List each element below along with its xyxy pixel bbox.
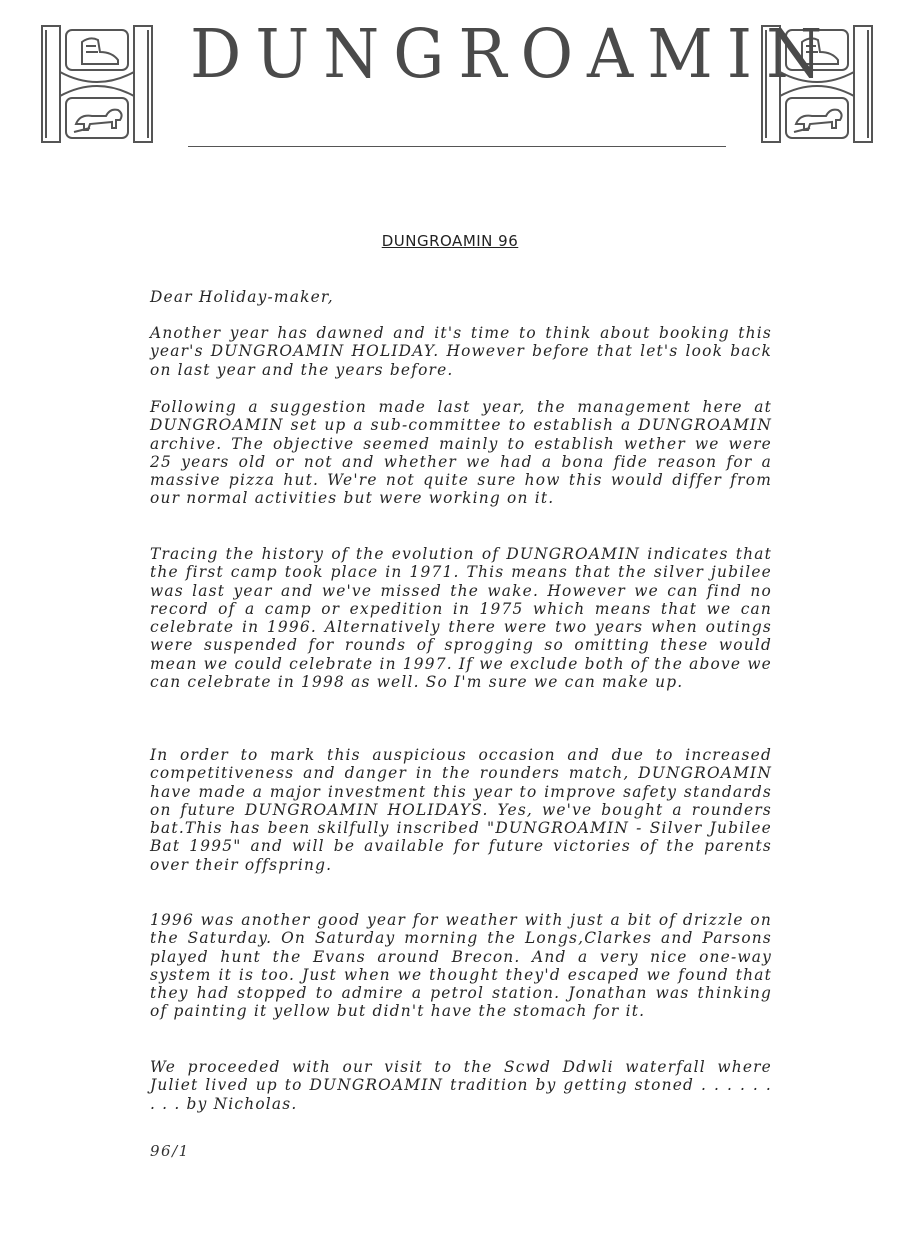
document-title: DUNGROAMIN 96 <box>381 232 519 250</box>
logo-left <box>40 24 154 144</box>
paragraph-text: 1996 was another good year for weather with just a bit of drizzle on the Saturday. On Saturday morning the Longs,Clarkes and Parsons played hunt the Evans around Brecon. And a very nice one-way system it is too. Just when we thought they'd escaped we found that they had stopped to admire a petrol station. Jonathan was thinking of painting it yellow but didn't have the stomach for it. <box>150 911 772 1021</box>
paragraph-text: In order to mark this auspicious occasion and due to increased competitiveness and danger in the rounders match, DUNGROAMIN have made a major investment this year to improve safety standards on future DUNGROAMIN HOLIDAYS. Yes, we've bought a rounders bat.This has been skilfully inscribed "DUNGROAMIN - Silver Jubilee Bat 1995" and will be available for future victories of the parents over their offspring. <box>150 746 772 874</box>
masthead-title: DUNGROAMIN <box>190 16 837 94</box>
paragraph-text: We proceeded with our visit to the Scwd Ddwli waterfall where Juliet lived up to DUNGROAMIN tradition by getting stoned . . . . . . . . . by Nicholas. <box>150 1058 772 1113</box>
paragraph <box>150 1058 772 1113</box>
paragraph-text: Tracing the history of the evolution of DUNGROAMIN indicates that the first camp took place in 1971. This means that the silver jubilee was last year and we've missed the wake. However we can find no record of a camp or expedition in 1975 which means that we can celebrate in 1996. Alternatively there were two years when outings were suspended for rounds of sprogging so omitting these would mean we could celebrate in 1997. If we exclude both of the above we can celebrate in 1998 as well. So I'm sure we can make up. <box>150 545 772 692</box>
paragraph <box>150 746 772 874</box>
paragraph <box>150 398 772 508</box>
paragraph <box>150 545 772 691</box>
paragraph <box>150 911 772 1021</box>
paragraph-text: Another year has dawned and it's time to think about booking this year's DUNGROAMIN HOLIDAY. However before that let's look back on last year and the years before. <box>150 324 772 379</box>
masthead-divider <box>188 146 726 147</box>
paragraph-text: Following a suggestion made last year, the management here at DUNGROAMIN set up a sub-committee to establish a DUNGROAMIN archive. The objective seemed mainly to establish wether we were 25 years old or not and whether we had a bona fide reason for a massive pizza hut. We're not quite sure how this would differ from our normal activities but were working on it. <box>150 398 772 508</box>
boot-and-dog-emblem-icon <box>40 24 154 144</box>
paragraph <box>150 324 772 379</box>
page-number: 96/1 <box>150 1142 190 1160</box>
salutation: Dear Holiday-maker, <box>150 288 334 306</box>
